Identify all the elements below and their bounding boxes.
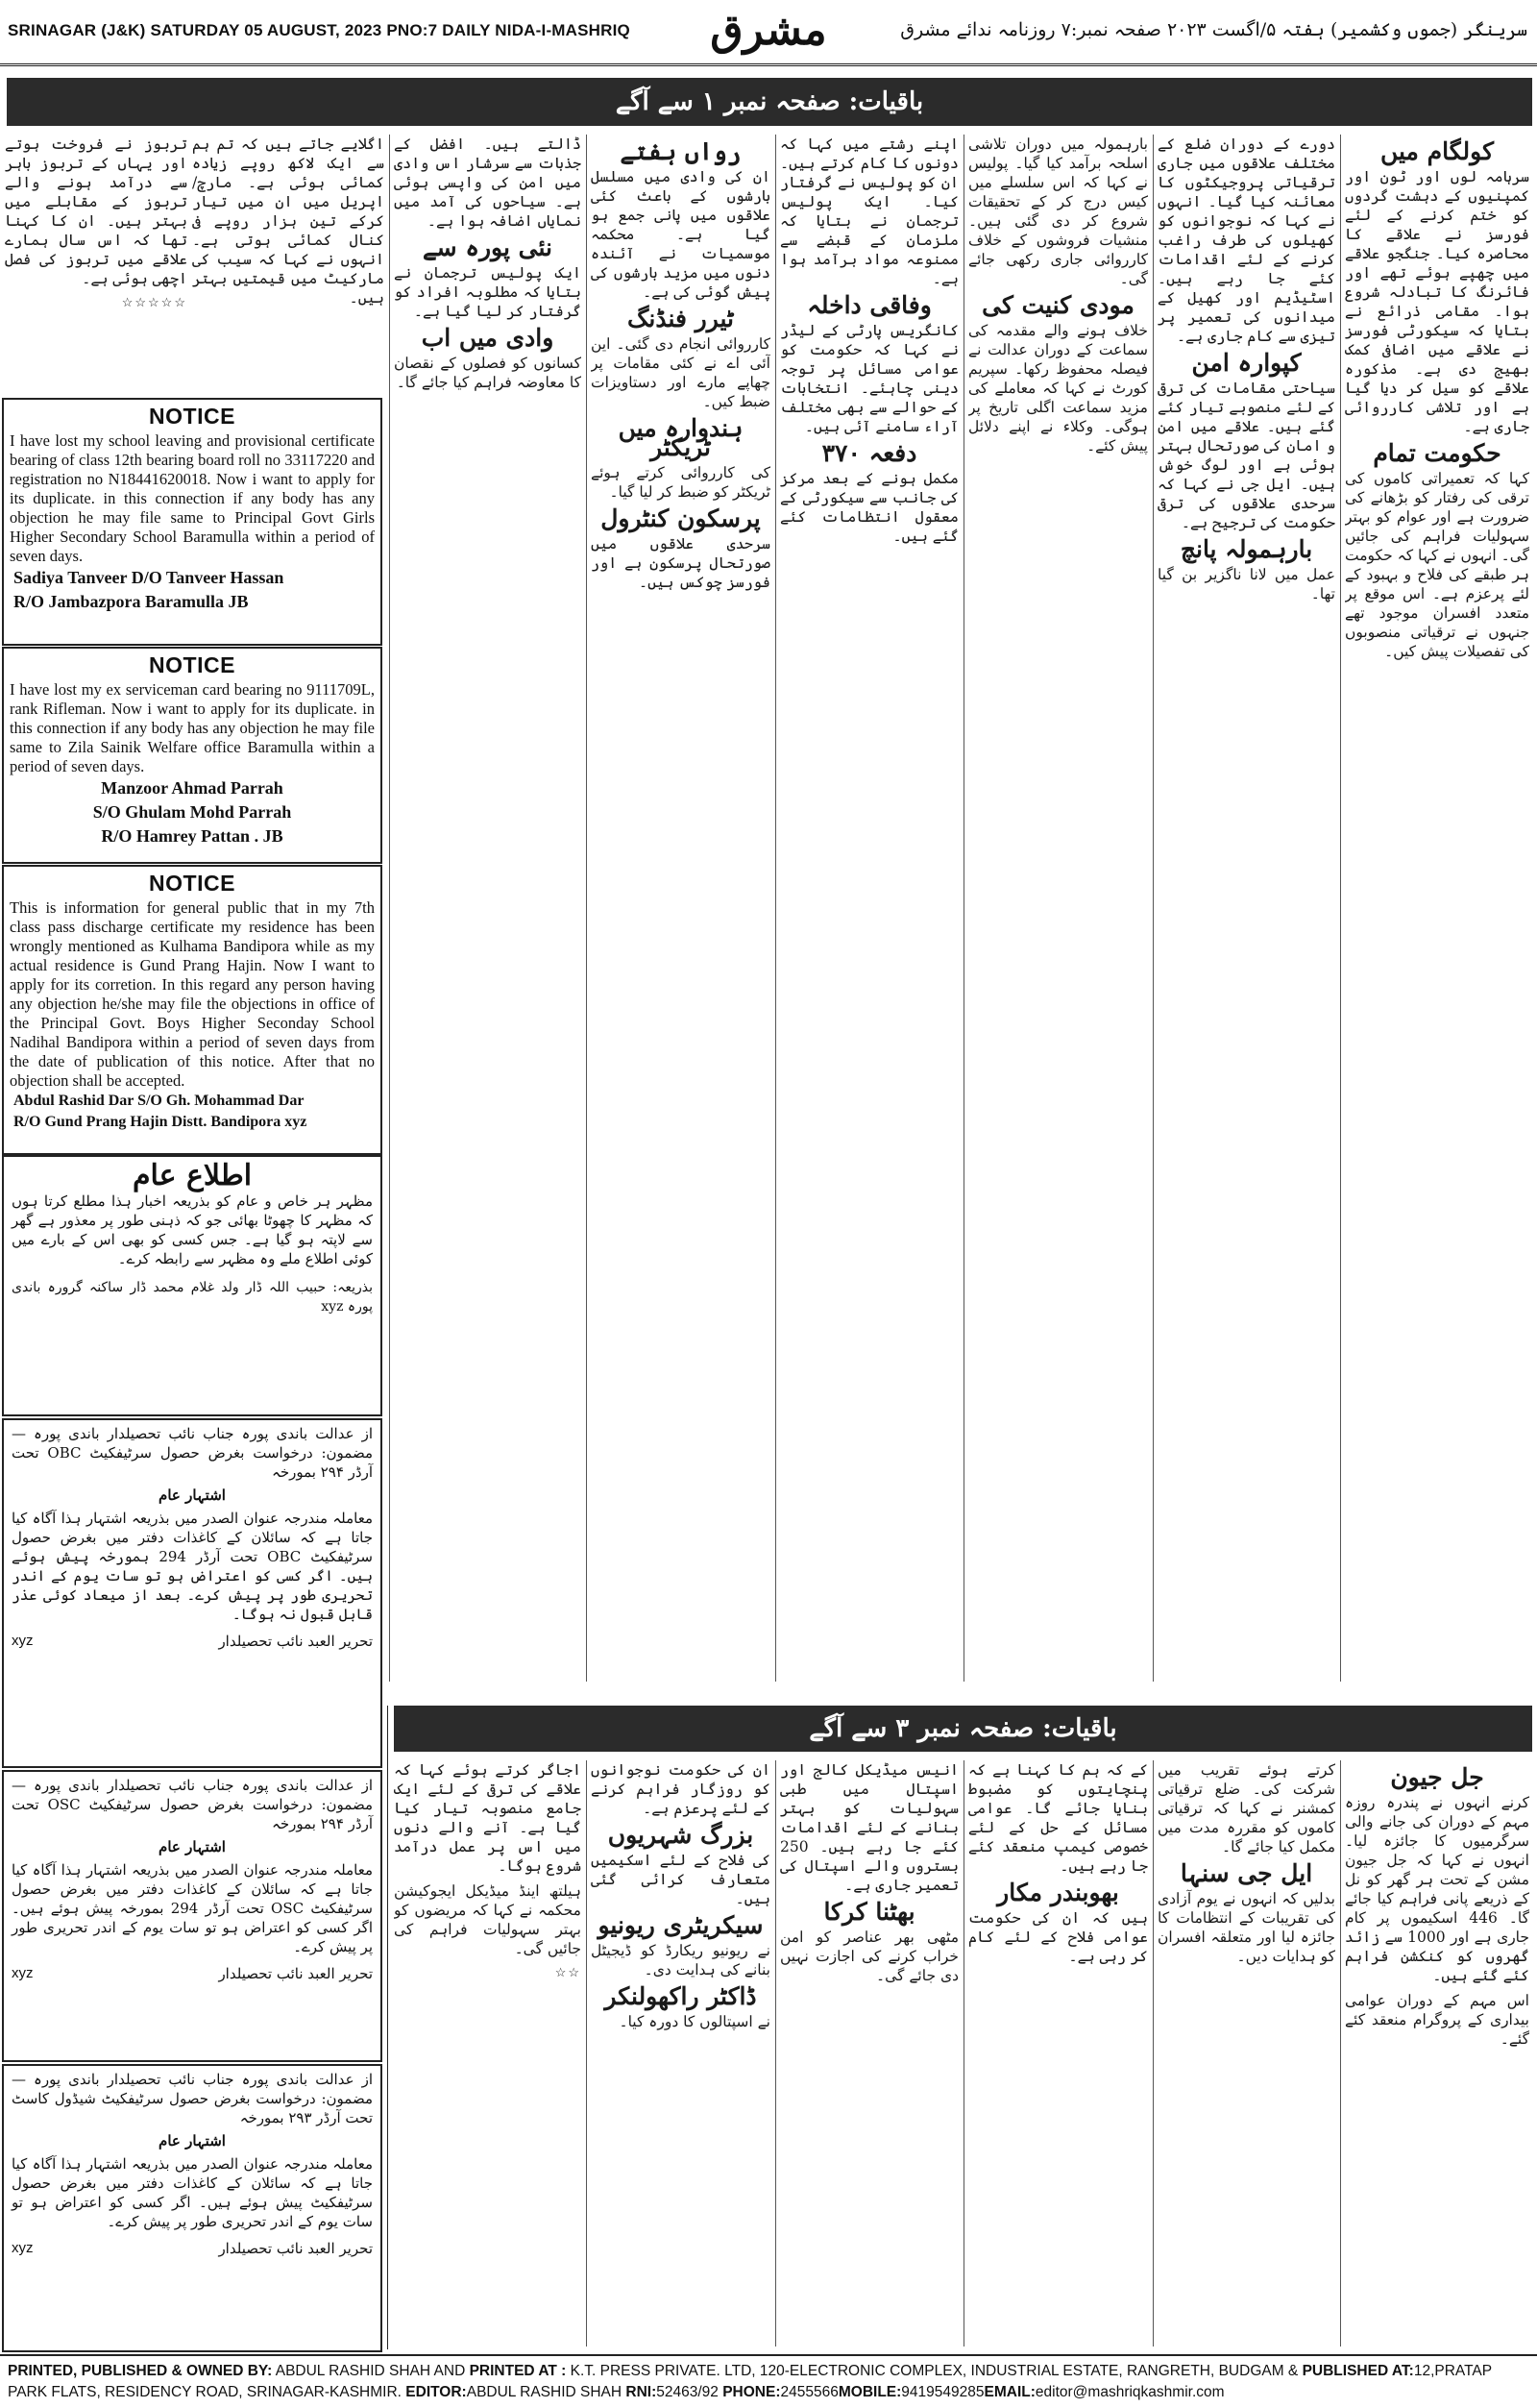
column-divider: [586, 1760, 587, 2347]
column-divider: [1153, 135, 1154, 1682]
notice-body: I have lost my ex serviceman card bearing no 9111709L, rank Rifleman. Now i want to apply for its duplicate. in this connection if any body has any objection he may file same to Zila Sainik Welfare office Baramulla within a period of seven days.: [10, 680, 375, 775]
article-text: کے کہ ہم کا کہنا ہے کہ پنچایتوں کو مضبوط بنایا جائے گا۔ عوامی مسائل کے حل کے لئے خصوصی کیمپ منعقد کئے جا رہے ہیں۔: [968, 1761, 1148, 1875]
headline-nai-pora: نئی پورہ سے: [423, 233, 552, 261]
bottom-column-1: [1345, 1760, 1529, 2347]
email-address[interactable]: editor@mashriqkashmir.com: [1035, 2384, 1225, 2400]
masthead-dateline: SRINAGAR (J&K) SATURDAY 05 AUGUST, 2023 PNO:7 DAILY NIDA-I-MASHRIQ: [8, 21, 630, 39]
notice-box-2: [2, 647, 382, 864]
newspaper-logo: مشرق: [710, 6, 827, 55]
headline-handwara: ہندوارہ میں ٹریکٹر: [618, 414, 744, 461]
column-divider: [1340, 1760, 1341, 2347]
column-divider: [775, 1760, 776, 2347]
court-notice-heading: اشتہار عام: [159, 1838, 226, 1855]
headline-jal-jeevan: جل جیون: [1390, 1763, 1484, 1791]
article-text: تربوز نے فروخت ہوتے اور یہاں کے تربوز باہر سے درآمد ہونے والے تربوز کے مقابلے میں بہتر ہیں۔ ان کا کہنا تھا کہ اس سال ہمارے علاقے میں تربوز کی فصل اچھی ہوئی ہے۔: [5, 135, 187, 287]
imprint-footer: [0, 2354, 1537, 2408]
court-notice-code: xyz: [12, 1965, 34, 1981]
notice-signature: Abdul Rashid Dar S/O Gh. Mohammad Dar: [13, 1093, 305, 1109]
article-column-4: [780, 135, 959, 1682]
notice-parent: S/O Ghulam Mohd Parrah: [92, 802, 292, 822]
article-text: نے ریونیو ریکارڈ کو ڈیجیٹل بنانے کی ہدایت دی۔: [591, 1942, 770, 1978]
court-notice-3: [2, 2064, 382, 2352]
article-text: ان کی وادی میں مسلسل بارشوں کے باعث کئی علاقوں میں پانی جمع ہو گیا ہے۔ محکمہ موسمیات نے آئندہ دنوں میں مزید بارشوں کی پیش گوئی کی ہے۔: [591, 168, 770, 301]
headline-kupwara: کپوارہ امن: [1191, 349, 1302, 377]
article-column-2: [1158, 135, 1335, 1682]
article-text: سرحدی علاقوں میں صورتحال پرسکون ہے اور فورسز چوکس ہیں۔: [591, 535, 770, 591]
article-text: کارروائی انجام دی گئی۔ این آئی اے نے کئی مقامات پر چھاپے مارے اور دستاویزات ضبط کیں۔: [591, 335, 770, 410]
court-notice-sign: تحریر العبد نائب تحصیلدار: [218, 1965, 373, 1982]
column-divider: [775, 135, 776, 1682]
headline-senior-citizens: بزرگ شہریوں: [607, 1821, 754, 1849]
editor-label: EDITOR:: [405, 2384, 467, 2400]
court-notice-2: [2, 1770, 382, 2062]
court-notice-sign: تحریر العبد نائب تحصیلدار: [218, 1633, 373, 1650]
headline-kulgam: کولگام میں: [1379, 137, 1494, 165]
article-text: ہیں کہ ان کی حکومت عوامی فلاح کے لئے کام کر رہی ہے۔: [968, 1909, 1148, 1965]
court-notice-code: xyz: [12, 2240, 34, 2256]
bottom-section-banner: باقیات: صفحہ نمبر ۳ سے آگے: [394, 1706, 1532, 1752]
article-text: انیس میڈیکل کالج اور اسپتال میں طبی سہولیات کو بہتر بنانے کے لئے اقدامات کئے جا رہے ہیں۔ 250 بستروں والے اسپتال کی تعمیر جاری ہے۔: [780, 1761, 959, 1894]
mobile-number: 9419549285: [901, 2384, 985, 2400]
article-text: کی فلاح کے لئے اسکیمیں متعارف کرائی گئی ہیں۔: [591, 1852, 770, 1907]
headline-lg-sinha: ایل جی سنہا: [1180, 1859, 1313, 1887]
article-text: خلاف ہونے والے مقدمہ کی سماعت کے دوران عدالت نے فیصلہ محفوظ رکھا۔ سپریم کورٹ نے کہا کہ معاملے کی مزید سماعت اگلی تاریخ پر ہوگی۔ وکلاء نے اپنے دلائل پیش کئے۔: [968, 322, 1148, 455]
article-text: کرتے ہوئے تقریب میں شرکت کی۔ ضلع ترقیاتی کمشنر نے کہا کہ ترقیاتی کاموں کو مقررہ مدت میں مکمل کیا جائے گا۔: [1158, 1761, 1335, 1855]
notice-body: This is information for general public that in my 7th class pass discharge certificate my residence has been wrongly mentioned as Kulhama Bandipora while as my actual residence is Gund Prang Hajin. Now I want to apply for its corretion. In this regard any person having any objection he/she may file the objections in office of the Principal Govt. Boys Higher Seconday School Nadihal Bandipora within a period of seven days from the date of publication of this notice. After that no objection shall be accepted.: [10, 898, 375, 1090]
court-notice-body: معاملہ مندرجہ عنوان الصدر میں بذریعہ اشتہار ہذا آگاہ کیا جاتا ہے کہ سائلان کے کاغذات دفتر میں بغرض حصول سرٹیفکیٹ پیش ہوئے ہیں۔ اگر کسی کو اعتراض ہو تو سات یوم کے اندر تحریری طور پر پیش کرے۔: [12, 2155, 373, 2230]
column-divider: [1153, 1760, 1154, 2347]
article-text: سرہامہ لوں اور ٹون اور کمپنیوں کے دہشت گردوں کو ختم کرنے کے لئے فورسز نے علاقے کا محاصرہ کیا۔ جنگجو علاقے میں چھپے ہوئے تھے اور فائرنگ کا تبادلہ شروع ہوا۔ مقامی ذرائع نے بتایا کہ سیکورٹی فورسز نے علاقے میں اضافی کمک بھیج دی ہے۔ مذکورہ علاقے کو سیل کر دیا گیا ہے اور تلاشی کارروائی جاری ہے۔: [1345, 168, 1529, 435]
phone-label: PHONE:: [722, 2384, 781, 2400]
imprint-line-2: [8, 2382, 1529, 2403]
court-notice-intro: از عدالت باندی پورہ جناب نائب تحصیلدار باندی پورہ — مضمون: درخواست بغرض حصول سرٹیفکیٹ OSC تحت آرڈر ۲۹۴ بمورخہ: [12, 1777, 373, 1832]
bottom-column-5: [591, 1760, 770, 2347]
court-notice-sign: تحریر العبد نائب تحصیلدار: [218, 2240, 373, 2257]
article-column-5: [591, 135, 770, 1682]
court-notice-code: xyz: [12, 1633, 34, 1649]
article-text: ان کی حکومت نوجوانوں کو روزگار فراہم کرنے کے لئے پرعزم ہے۔: [591, 1761, 770, 1817]
article-column-8: [5, 135, 187, 394]
stars-separator: ☆☆☆☆☆: [121, 296, 187, 310]
masthead: [0, 0, 1537, 66]
notice-title: NOTICE: [149, 652, 235, 677]
article-column-7: [192, 135, 384, 394]
article-text: کانگریس پارٹی کے لیڈر نے کہا کہ حکومت کو عوامی مسائل پر توجہ دینی چاہئے۔ انتخابات کے حوالے سے بھی مختلف آراء سامنے آئی ہیں۔: [780, 322, 959, 435]
article-text: دورے کے دوران ضلع کے مختلف علاقوں میں جاری ترقیاتی پروجیکٹوں کا معائنہ کیا گیا۔ انہوں نے کہا کہ نوجوانوں کو کھیلوں کی طرف راغب کرنے کے لئے اقدامات کئے جا رہے ہیں۔ اسٹیڈیم اور کھیل کے میدانوں کی تعمیر پر تیزی سے کام جاری ہے۔: [1158, 135, 1335, 345]
notice-signature: Sadiya Tanveer D/O Tanveer Hassan: [13, 568, 284, 587]
article-text: اگلایے جاتے ہیں کہ تم ہم سے ایک لاکھ روپے زیادہ کمائی ہوئی ہے۔ مارچ/اپریل میں ان میں تیار کرکے تین ہزار روپے فی کنال کمائی ہوتی ہے۔ انہوں نے کہا کہ سیب کی مارکیٹ میں قیمتیں بہتر ہیں۔: [192, 135, 384, 307]
email-label: EMAIL:: [984, 2384, 1036, 2400]
published-at-label: PUBLISHED AT:: [1302, 2363, 1414, 2379]
article-text: اس مہم کے دوران عوامی بیداری کے پروگرام منعقد کئے گئے۔: [1345, 1992, 1529, 2048]
notice-address: R/O Gund Prang Hajin Distt. Bandipora xyz: [13, 1114, 307, 1130]
article-text: نے اسپتالوں کا دورہ کیا۔: [619, 2013, 770, 2030]
notice-box-1: [2, 398, 382, 646]
bottom-column-2: [1158, 1760, 1335, 2347]
court-notice-body: معاملہ مندرجہ عنوان الصدر میں بذریعہ اشتہار ہذا آگاہ کیا جاتا ہے کہ سائلان کے کاغذات دفتر میں بغرض حصول سرٹیفکیٹ OSC تحت آرڈر 294 بمورخہ پیش ہوئے ہیں۔ اگر کسی کو اعتراض ہو تو سات یوم کے اندر تحریری طور پر پیش کرے۔: [12, 1861, 373, 1955]
column-divider: [389, 135, 390, 1682]
announcement-body: مظہر ہر خاص و عام کو بذریعہ اخبار ہذا مطلع کرتا ہوں کہ مظہر کا چھوٹا بھائی جو کہ ذہنی طور پر معذور ہے گھر سے لاپتہ ہو گیا ہے۔ جس کسی کو بھی اس کے بارے میں کوئی اطلاع ملے وہ مظہر سے رابطہ کرے۔: [12, 1192, 373, 1267]
article-text: کسانوں کو فصلوں کے نقصان کا معاوضہ فراہم کیا جائے گا۔: [394, 355, 581, 391]
article-text: ڈالتے ہیں۔ افضل کے جذبات سے سرشار اس وادی میں امن کی واپسی ہوئی ہے۔ سیاحوں کی آمد میں نمایاں اضافہ ہوا ہے۔: [394, 135, 581, 230]
headline-wadi: وادی میں اب: [421, 324, 554, 352]
headline-control: پرسکون کنٹرول: [600, 504, 761, 532]
article-text: سیاحتی مقامات کی ترقی کے لئے منصوبے تیار کئے گئے ہیں۔ علاقے میں امن و امان کی صورتحال بہتر ہوئی ہے اور لوگ خوش ہیں۔ ایل جی نے کہا کہ سرحدی علاقوں کی ترقی حکومت کی ترجیح ہے۔: [1158, 380, 1335, 531]
publisher-name: ABDUL RASHID SHAH AND: [272, 2363, 470, 2379]
court-notice-heading: اشتہار عام: [159, 2132, 226, 2150]
column-divider: [586, 135, 587, 1682]
article-text: اپنے رشتے میں کہا کہ دونوں کا کام کرتے ہیں۔ ان کو پولیس نے گرفتار کیا۔ ایک پولیس ترجمان نے بتایا کہ ملزمان کے قبضے سے ممنوعہ مواد برآمد ہوا ہے۔: [780, 135, 959, 287]
stars-separator: ☆☆: [554, 1966, 581, 1980]
office-address: PARK FLATS, RESIDENCY ROAD, SRINAGAR-KASHMIR.: [8, 2384, 406, 2400]
mobile-label: MOBILE:: [838, 2384, 902, 2400]
court-notice-heading: اشتہار عام: [159, 1487, 226, 1504]
phone-number: 2455566: [780, 2384, 839, 2400]
notice-signature: Manzoor Ahmad Parrah: [101, 778, 283, 798]
printed-published-label: PRINTED, PUBLISHED & OWNED BY:: [8, 2363, 273, 2379]
notice-title: NOTICE: [149, 404, 235, 429]
bottom-column-6: [394, 1760, 581, 2347]
headline-bhatnagar: بھٹنا کرکا: [823, 1898, 915, 1926]
headline-hukumat: حکومت تمام: [1373, 439, 1501, 467]
article-text: اجاگر کرتے ہوئے کہا کہ علاقے کی ترقی کے لئے ایک جامع منصوبہ تیار کیا گیا ہے۔ آنے والے دنوں میں اس پر عمل درآمد شروع ہوگا۔: [394, 1761, 581, 1875]
announcement-title: اطلاع عام: [132, 1159, 253, 1192]
article-text: بارہمولہ میں دوران تلاشی اسلحہ برآمد کیا گیا۔ پولیس نے کہا کہ اس سلسلے میں کیس درج کر کے تحقیقات شروع کر دی گئی ہیں۔ منشیات فروشوں کے خلاف کارروائی جاری رکھی جائے گی۔: [968, 135, 1148, 287]
press-address: K.T. PRESS PRIVATE. LTD, 120-ELECTRONIC COMPLEX, INDUSTRIAL ESTATE, RANGRETH, BUDGAM &: [566, 2363, 1303, 2379]
article-text: کرنے انہوں نے پندرہ روزہ مہم کے دوران کی جانے والی سرگرمیوں کا جائزہ لیا۔ انہوں نے کہا کہ جل جیون مشن کے تحت ہر گھر کو نل کے ذریعے پانی فراہم کیا جائے گا۔ 446 اسکیموں پر کام جاری ہے اور 1000 سے زائد گھروں کو کنکشن فراہم کئے گئے ہیں۔: [1345, 1794, 1529, 1984]
public-announcement-box: [2, 1155, 382, 1416]
printed-at-label: PRINTED AT :: [469, 2363, 567, 2379]
announcement-signature: بذریعہ: حبیب اللہ ڈار ولد غلام محمد ڈار ساکنہ گرورہ باندی پورہ xyz: [12, 1280, 373, 1315]
top-section-banner: باقیات: صفحہ نمبر ۱ سے آگے: [7, 78, 1532, 126]
headline-bhupender: بھوبندر مکار: [997, 1879, 1119, 1906]
imprint-line-1: [8, 2361, 1529, 2382]
notice-address: R/O Hamrey Pattan . JB: [101, 826, 283, 846]
notice-address: R/O Jambazpora Baramulla JB: [13, 592, 249, 611]
notice-title: NOTICE: [149, 871, 235, 896]
article-column-3: [968, 135, 1148, 1682]
article-text: مٹھی بھر عناصر کو امن خراب کرنے کی اجازت نہیں دی جائے گی۔: [780, 1929, 959, 1984]
court-notice-intro: از عدالت باندی پورہ جناب نائب تحصیلدار باندی پورہ — مضمون: درخواست بغرض حصول سرٹیفکیٹ شیڈول کاسٹ تحت آرڈر ۲۹۳ بمورخہ: [12, 2071, 373, 2126]
article-text: مکمل ہونے کے بعد مرکز کی جانب سے سیکورٹی کے معقول انتظامات کئے گئے ہیں۔: [780, 470, 959, 545]
headline-dafa-370: دفعہ ۳۷۰: [821, 439, 917, 467]
published-address: 12,PRATAP: [1413, 2363, 1493, 2379]
headline-dr-rakholankar: ڈاکٹر راکھولنکر: [604, 1982, 757, 2010]
article-text: ایک پولیس ترجمان نے بتایا کہ مطلوبہ افراد کو گرفتار کر لیا گیا ہے۔: [394, 264, 581, 320]
court-notice-intro: از عدالت باندی پورہ جناب نائب تحصیلدار باندی پورہ — مضمون: درخواست بغرض حصول سرٹیفکیٹ OBC تحت آرڈر ۲۹۴ بمورخہ: [12, 1425, 373, 1481]
headline-rawan-hafte: رواں ہفتے: [620, 137, 742, 165]
notice-box-3: [2, 865, 382, 1155]
masthead-urdu-dateline: سرینگر (جموں وکشمیر) ہفتہ ۵/اگست ۲۰۲۳ صفحہ نمبر:۷ روزنامہ ندائے مشرق: [900, 19, 1527, 40]
article-text: کہا کہ تعمیراتی کاموں کی ترقی کی رفتار کو بڑھانے کی ضرورت ہے اور عوام کو بہتر سہولیات فراہم کی جائیں گی۔ انہوں نے کہا کہ حکومت ہر طبقے کی فلاح و بہبود کے لئے پرعزم ہے۔ اس موقع پر متعدد افسران موجود تھے جنہوں نے ترقیاتی منصوبوں کی تفصیلات پیش کیں۔: [1345, 470, 1529, 660]
article-text: ہیلتھ اینڈ میڈیکل ایجوکیشن محکمہ نے کہا کہ مریضوں کو بہتر سہولیات فراہم کی جائیں گی۔: [394, 1882, 581, 1957]
rni-label: RNI:: [625, 2384, 657, 2400]
bottom-column-4: [780, 1760, 959, 2347]
headline-baramulla: بارہمولہ پانچ: [1180, 535, 1313, 563]
article-text: بدلیں کہ انہوں نے یوم آزادی کی تقریبات کے انتظامات کا جائزہ لیا اور متعلقہ افسران کو ہدایات دیں۔: [1158, 1890, 1335, 1965]
article-column-1: [1345, 135, 1529, 1682]
headline-modi: مودی کنیت کی: [982, 291, 1134, 319]
headline-wifaqi: وفاقی داخلہ: [807, 291, 932, 319]
headline-terror-funding: ٹیرر فنڈنگ: [626, 305, 735, 332]
article-column-6: [394, 135, 581, 1682]
headline-secretary-revenue: سیکریٹری ریونیو: [598, 1911, 764, 1939]
article-text: عمل میں لانا ناگزیر بن گیا تھا۔: [1158, 566, 1335, 602]
rni-number: 52463/92: [656, 2384, 723, 2400]
court-notice-body: معاملہ مندرجہ عنوان الصدر میں بذریعہ اشتہار ہذا آگاہ کیا جاتا ہے کہ سائلان کے کاغذات دفتر میں بغرض حصول سرٹیفکیٹ OBC تحت آرڈر 294 بمورخہ پیش ہوئے ہیں۔ اگر کسی کو اعتراض ہو تو سات یوم کے اندر تحریری طور پر پیش کرے۔ بعد از میعاد کوئی عذر قابل قبول نہ ہوگا۔: [12, 1510, 373, 1623]
court-notice-1: [2, 1418, 382, 1768]
editor-name: ABDUL RASHID SHAH: [466, 2384, 626, 2400]
column-divider: [1340, 135, 1341, 1682]
notice-body: I have lost my school leaving and provisional certificate bearing of class 12th bearing board roll no 33117220 and registration no N18441620018. Now i want to apply for its duplicate. in this connection if any body has any objection he may file same to Principal Govt Girls Higher Secondary School Baramulla within a period of seven days.: [10, 431, 375, 565]
bottom-column-3: [968, 1760, 1148, 2347]
article-text: کی کارروائی کرتے ہوئے ٹریکٹر کو ضبط کر لیا گیا۔: [591, 464, 770, 501]
section-divider: [387, 1706, 388, 2349]
